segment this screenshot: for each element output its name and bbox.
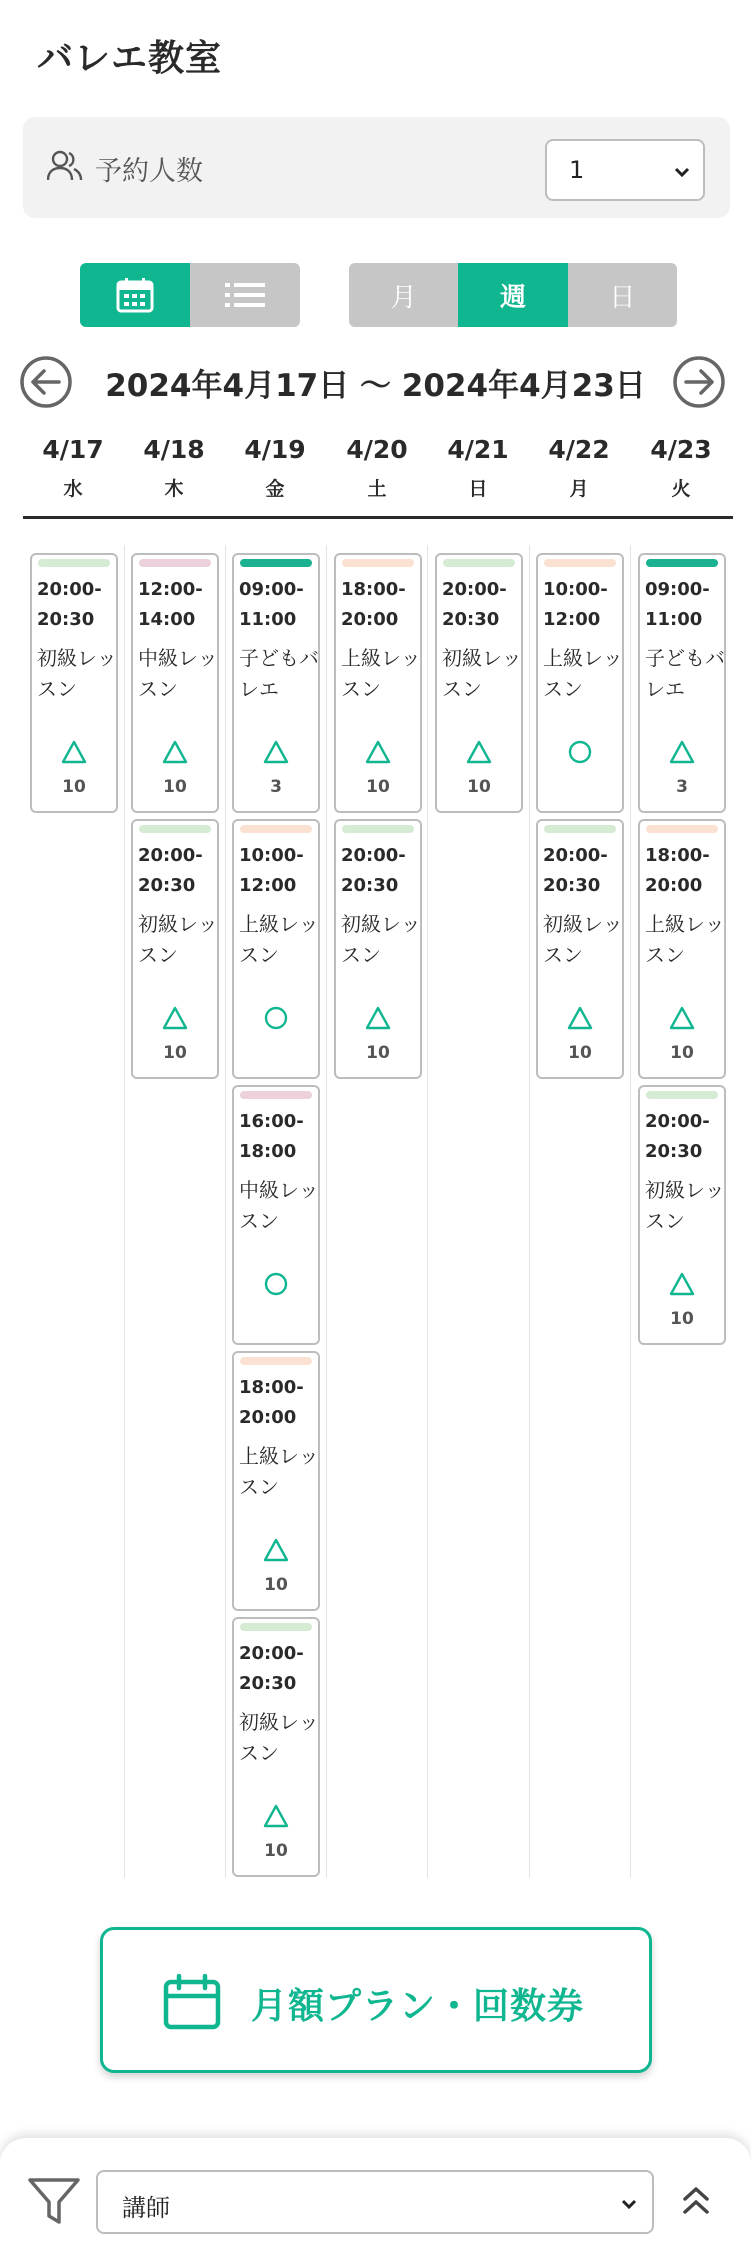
lesson-time: 09:00-11:00 [239,579,304,630]
double-chevron-up-icon[interactable] [680,2182,712,2218]
monthly-plan-button[interactable] [100,1927,652,2073]
lesson-card[interactable] [30,553,118,813]
reservation-count-label: 予約人数 [95,156,203,187]
lesson-name: 初級レッスン [138,912,218,967]
day-header [427,435,529,501]
day-header [22,435,124,501]
day-date: 4/19 [244,435,306,464]
column-divider [529,545,530,1878]
column-divider [225,545,226,1878]
few-left-triangle-icon [668,1271,696,1297]
lesson-time: 20:00-20:30 [442,579,507,630]
few-left-triangle-icon [262,1537,290,1563]
column-divider [427,545,428,1878]
few-left-triangle-icon [364,1005,392,1031]
day-weekday: 日 [468,478,488,500]
lesson-capacity: 10 [670,1043,694,1063]
column-divider [124,545,125,1878]
chevron-down-icon [618,2193,640,2215]
lesson-card[interactable] [435,553,523,813]
few-left-triangle-icon [60,739,88,765]
reservation-count-value: 1 [569,156,585,184]
lesson-capacity: 10 [366,1043,390,1063]
lesson-time: 18:00-20:00 [645,845,710,896]
lesson-time: 20:00-20:30 [645,1111,710,1162]
lesson-time: 20:00-20:30 [37,579,102,630]
few-left-triangle-icon [465,739,493,765]
lesson-level-bar [646,825,718,833]
lesson-card[interactable] [131,553,219,813]
day-date: 4/22 [548,435,610,464]
lesson-capacity: 10 [264,1841,288,1861]
lesson-level-bar [139,559,211,567]
range-toggle [349,263,677,327]
lesson-name: 上級レッスン [341,646,421,701]
day-date: 4/23 [650,435,712,464]
lesson-name: 中級レッスン [138,646,218,701]
users-icon [47,150,83,182]
tab-day[interactable]: 日 [568,263,677,327]
lesson-level-bar [240,1623,312,1631]
few-left-triangle-icon [566,1005,594,1031]
lesson-level-bar [38,559,110,567]
lesson-name: 子どもバレエ [239,646,319,701]
view-toggle [80,263,300,327]
lesson-level-bar [342,559,414,567]
lesson-card[interactable] [334,553,422,813]
lesson-card[interactable] [638,553,726,813]
lesson-name: 初級レッスン [543,912,623,967]
available-circle-icon [566,739,594,765]
lesson-level-bar [544,825,616,833]
day-date: 4/20 [346,435,408,464]
lesson-capacity: 10 [670,1309,694,1329]
tab-week[interactable]: 週 [458,263,567,327]
lesson-level-bar [240,1357,312,1365]
few-left-triangle-icon [262,739,290,765]
lesson-card[interactable] [131,819,219,1079]
few-left-triangle-icon [161,739,189,765]
day-weekday: 月 [569,478,589,500]
tab-month[interactable]: 月 [349,263,458,327]
lesson-name: 初級レッスン [239,1710,319,1765]
few-left-triangle-icon [262,1803,290,1829]
lesson-name: 子どもバレエ [645,646,725,701]
lesson-name: 初級レッスン [442,646,522,701]
lesson-level-bar [646,1091,718,1099]
day-header [630,435,732,501]
filter-icon[interactable] [26,2172,82,2228]
lesson-time: 10:00-12:00 [543,579,608,630]
arrow-right-circle-icon[interactable] [672,355,726,409]
lesson-capacity: 3 [270,777,282,797]
lesson-time: 18:00-20:00 [239,1377,304,1428]
lesson-time: 18:00-20:00 [341,579,406,630]
filter-bar [0,2138,751,2254]
lesson-card[interactable] [536,553,624,813]
lesson-name: 上級レッスン [543,646,623,701]
lesson-capacity: 10 [163,1043,187,1063]
day-date: 4/21 [447,435,509,464]
lesson-card[interactable] [536,819,624,1079]
list-icon [225,282,265,308]
column-divider [630,545,631,1878]
arrow-left-circle-icon[interactable] [19,355,73,409]
day-weekday: 水 [63,478,83,500]
day-header [224,435,326,501]
day-date: 4/18 [143,435,205,464]
lesson-card[interactable] [232,819,320,1079]
lesson-capacity: 3 [676,777,688,797]
lesson-name: 中級レッスン [239,1178,319,1233]
header-divider [23,516,733,519]
few-left-triangle-icon [161,1005,189,1031]
instructor-filter-select[interactable] [96,2170,654,2234]
available-circle-icon [262,1005,290,1031]
lesson-time: 10:00-12:00 [239,845,304,896]
lesson-name: 初級レッスン [37,646,117,701]
lesson-time: 20:00-20:30 [543,845,608,896]
lesson-name: 上級レッスン [645,912,725,967]
lesson-level-bar [240,825,312,833]
lesson-level-bar [342,825,414,833]
lesson-card[interactable] [232,1617,320,1877]
day-header [326,435,428,501]
day-weekday: 火 [671,478,691,500]
lesson-name: 初級レッスン [645,1178,725,1233]
monthly-plan-label: 月額プラン・回数券 [251,1986,585,2027]
lesson-card[interactable] [232,1085,320,1345]
calendar-icon [116,277,154,313]
lesson-time: 20:00-20:30 [341,845,406,896]
lesson-level-bar [646,559,718,567]
calendar-icon [163,1974,221,2030]
day-weekday: 土 [367,478,387,500]
lesson-capacity: 10 [467,777,491,797]
few-left-triangle-icon [364,739,392,765]
date-range-label: 2024年4月17日 ～ 2024年4月23日 [105,368,646,404]
lesson-name: 上級レッスン [239,1444,319,1499]
lesson-level-bar [240,559,312,567]
lesson-capacity: 10 [366,777,390,797]
lesson-card[interactable] [334,819,422,1079]
lesson-level-bar [240,1091,312,1099]
lesson-capacity: 10 [568,1043,592,1063]
reservation-count-select[interactable] [545,139,705,201]
lesson-time: 12:00-14:00 [138,579,203,630]
lesson-capacity: 10 [163,777,187,797]
lesson-name: 上級レッスン [239,912,319,967]
calendar-view-button[interactable] [80,263,190,327]
list-view-button[interactable] [190,263,300,327]
few-left-triangle-icon [668,1005,696,1031]
lesson-level-bar [443,559,515,567]
lesson-name: 初級レッスン [341,912,421,967]
lesson-card[interactable] [638,1085,726,1345]
day-date: 4/17 [42,435,104,464]
day-header [123,435,225,501]
chevron-down-icon [671,161,693,183]
lesson-level-bar [139,825,211,833]
lesson-time: 09:00-11:00 [645,579,710,630]
reservation-count-panel [23,117,730,218]
column-divider [326,545,327,1878]
lesson-capacity: 10 [62,777,86,797]
day-weekday: 木 [164,478,184,500]
instructor-filter-value: 講師 [122,2194,170,2222]
lesson-card[interactable] [232,1351,320,1611]
page-title: バレエ教室 [37,38,223,79]
lesson-time: 20:00-20:30 [239,1643,304,1694]
available-circle-icon [262,1271,290,1297]
few-left-triangle-icon [668,739,696,765]
lesson-capacity: 10 [264,1575,288,1595]
day-header [528,435,630,501]
lesson-card[interactable] [232,553,320,813]
lesson-time: 20:00-20:30 [138,845,203,896]
lesson-level-bar [544,559,616,567]
lesson-time: 16:00-18:00 [239,1111,304,1162]
day-weekday: 金 [265,478,285,500]
lesson-card[interactable] [638,819,726,1079]
